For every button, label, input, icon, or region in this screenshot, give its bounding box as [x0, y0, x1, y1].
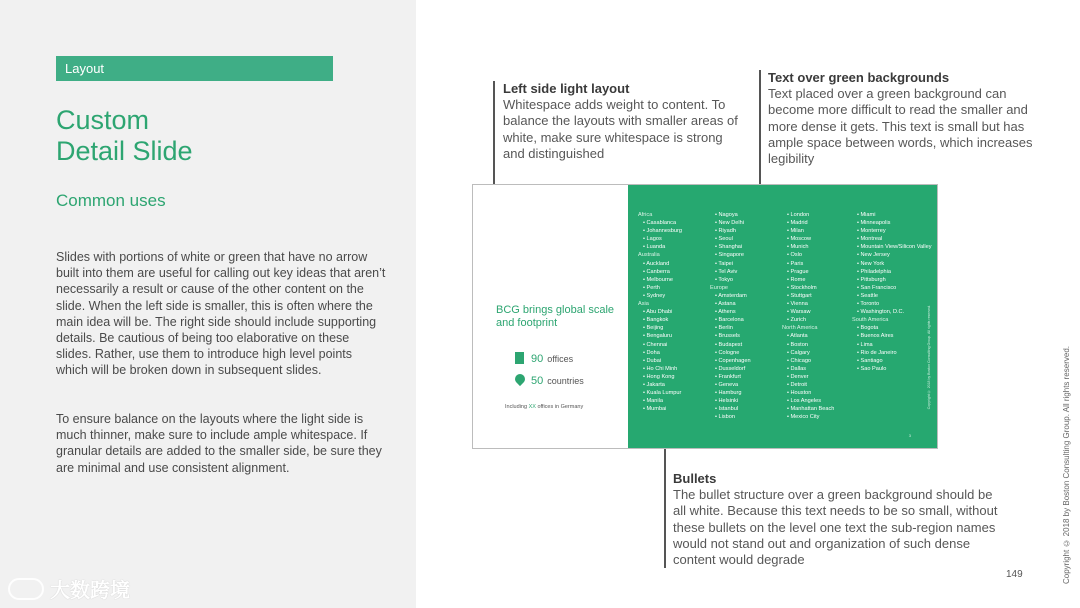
callout-bullets-text: The bullet structure over a green background should be all white. Because this text needs to be so small, without these bullets on the level one text the sub-region names would not stand out and organization of such dense content would degrade [673, 487, 998, 568]
office-list-item: • Casablanca [638, 219, 682, 227]
thumbnail-footnote [505, 404, 583, 410]
office-list-item: • Minneapolis [852, 219, 932, 227]
title-line-2: Detail Slide [56, 136, 193, 166]
office-list-item: • Seoul [710, 235, 751, 243]
watermark-logo-icon [8, 578, 44, 600]
region-heading: Asia [638, 301, 649, 308]
region-heading: Australia [638, 252, 660, 259]
office-list-item: • Istanbul [710, 405, 751, 413]
office-list-item: • Buenos Aires [852, 332, 932, 340]
slide-thumbnail [472, 184, 938, 449]
office-list-item: • Miami [852, 211, 932, 219]
region-heading: Europe [710, 284, 729, 291]
callout-left-text: Whitespace adds weight to content. To balance the layouts with smaller areas of white, make sure whitespace is strong and distinguished [503, 97, 738, 161]
office-list-item: • Dallas [782, 365, 834, 373]
title-line-1: Custom [56, 105, 150, 135]
office-list-item: • Denver [782, 373, 834, 381]
office-column-3 [782, 211, 834, 421]
office-list-item: • Athens [710, 308, 751, 316]
office-list-item: • Beijing [638, 324, 682, 332]
section-subtitle: Common uses [56, 191, 166, 210]
office-list-item: • Manila [638, 397, 682, 405]
office-list-item: • Toronto [852, 300, 932, 308]
office-list-item: • Calgary [782, 349, 834, 357]
office-list-item: • Moscow [782, 235, 834, 243]
office-list-item: • Paris [782, 260, 834, 268]
office-list-item: • Bogota [852, 324, 932, 332]
page-number: 149 [1006, 569, 1023, 580]
region-heading: South America [852, 317, 889, 324]
office-list-item: • Geneva [710, 381, 751, 389]
office-list-item: • Brussels [710, 332, 751, 340]
office-list-item: • Warsaw [782, 308, 834, 316]
office-list-item: • Helsinki [710, 397, 751, 405]
office-list-item: • Chicago [782, 357, 834, 365]
office-column-1 [638, 211, 682, 413]
office-list-item: • Sao Paulo [852, 365, 932, 373]
office-list-item: • Manhattan Beach [782, 405, 834, 413]
office-list-item: • Chennai [638, 341, 682, 349]
office-list-item: • Johannesburg [638, 227, 682, 235]
office-list-item: • New Jersey [852, 251, 932, 259]
office-list-item: • San Francisco [852, 284, 932, 292]
stat-offices-label: offices [547, 354, 574, 364]
office-list-item: • Los Angeles [782, 397, 834, 405]
office-list-item: • New York [852, 260, 932, 268]
office-list-item: • Bengaluru [638, 332, 682, 340]
office-list-item: • Mountain View/Silicon Valley [852, 243, 932, 251]
office-column-4 [852, 211, 932, 373]
office-list-item: • Milan [782, 227, 834, 235]
office-list-item: • Stuttgart [782, 292, 834, 300]
body-paragraph-2: To ensure balance on the layouts where the light side is much thinner, make sure to include ample whitespace. If granular details are added to the smaller side, be sure they are minimal and use consistent alignment. [56, 412, 382, 475]
office-list-item: • Taipei [710, 260, 751, 268]
callout-bullets-title: Bullets [673, 471, 717, 486]
callout-left-title: Left side light layout [503, 81, 630, 96]
office-list-item: • Canberra [638, 268, 682, 276]
body-paragraph-1: Slides with portions of white or green that have no arrow built into them are useful for calling out key ideas that aren’t necessarily a result or cause of the other content on the slide. When the left side is smaller, this is often where the main idea will be. The right side should include supporting details. Be cautious of being too elaborative on these slides. Rather, use them to introduce high level points which will be broken down in subsequent slides. [56, 250, 386, 378]
office-list-item: • Shanghai [710, 243, 751, 251]
office-list-item: • Kuala Lumpur [638, 389, 682, 397]
office-list-item: • Perth [638, 284, 682, 292]
office-list-item: • Atlanta [782, 332, 834, 340]
office-list-item: • Boston [782, 341, 834, 349]
office-list-item: • Santiago [852, 357, 932, 365]
office-list-item: • Mumbai [638, 405, 682, 413]
left-panel [0, 0, 416, 608]
office-list-item: • Cologne [710, 349, 751, 357]
location-pin-icon [513, 372, 527, 386]
office-list-item: • Bangkok [638, 316, 682, 324]
office-list-item: • Melbourne [638, 276, 682, 284]
thumbnail-copyright: Copyright © 2018 by Boston Consulting Group. All rights reserved. [927, 305, 931, 410]
office-list-item: • Madrid [782, 219, 834, 227]
office-list-item: • Tokyo [710, 276, 751, 284]
office-list-item: • Doha [638, 349, 682, 357]
office-list-item: • New Delhi [710, 219, 751, 227]
office-list-item: • Riyadh [710, 227, 751, 235]
office-list-item: • Seattle [852, 292, 932, 300]
office-list-item: • Jakarta [638, 381, 682, 389]
office-list-item: • London [782, 211, 834, 219]
office-list-item: • Nagoya [710, 211, 751, 219]
copyright-notice: Copyright © 2018 by Boston Consulting Group. All rights reserved. [1062, 346, 1071, 585]
callout-green-title: Text over green backgrounds [768, 70, 950, 85]
office-list-item: • Philadelphia [852, 268, 932, 276]
office-list-item: • Montreal [852, 235, 932, 243]
watermark-text: 大数跨境 [50, 580, 130, 602]
office-list-item: • Rome [782, 276, 834, 284]
office-list-item: • Auckland [638, 260, 682, 268]
office-list-item: • Lima [852, 341, 932, 349]
office-list-item: • Houston [782, 389, 834, 397]
office-list-item: • Copenhagen [710, 357, 751, 365]
office-list-item: • Luanda [638, 243, 682, 251]
office-list-item: • Budapest [710, 341, 751, 349]
office-list-item: • Rio de Janeiro [852, 349, 932, 357]
callout-bullets-line [664, 440, 666, 568]
callout-green-text: Text placed over a green background can become more difficult to read the smaller and more dense it gets. This text is small but has ample space between words, which increases legibility [768, 86, 1033, 167]
building-icon [515, 352, 524, 364]
footnote-pre: Including [505, 404, 528, 410]
office-list-item: • Prague [782, 268, 834, 276]
office-list-item: • Abu Dhabi [638, 308, 682, 316]
thumbnail-headline: BCG brings global scale and footprint [496, 304, 615, 329]
office-list-item: • Dubai [638, 357, 682, 365]
stat-countries-label: countries [547, 376, 584, 386]
footnote-post: offices in Germany [537, 404, 584, 410]
office-list-item: • Lisbon [710, 413, 751, 421]
office-list-item: • Sydney [638, 292, 682, 300]
footnote-highlight: XX [528, 404, 536, 410]
office-list-item: • Lagos [638, 235, 682, 243]
region-heading: North America [782, 325, 818, 332]
office-list-item: • Hamburg [710, 389, 751, 397]
thumbnail-left-side [473, 185, 628, 448]
thumbnail-page-number: 3 [908, 433, 911, 438]
slide-title [56, 105, 193, 167]
office-list-item: • Frankfurt [710, 373, 751, 381]
stat-offices [531, 353, 573, 365]
office-list-item: • Detroit [782, 381, 834, 389]
office-list-item: • Stockholm [782, 284, 834, 292]
office-list-item: • Astana [710, 300, 751, 308]
office-list-item: • Munich [782, 243, 834, 251]
office-list-item: • Monterrey [852, 227, 932, 235]
office-column-2 [710, 211, 751, 421]
office-list-item: • Dusseldorf [710, 365, 751, 373]
office-list-item: • Berlin [710, 324, 751, 332]
stat-countries [531, 375, 584, 387]
office-list-item: • Mexico City [782, 413, 834, 421]
office-list-item: • Barcelona [710, 316, 751, 324]
office-list-item: • Pittsburgh [852, 276, 932, 284]
office-list-item: • Washington, D.C. [852, 308, 932, 316]
office-list-item: • Vienna [782, 300, 834, 308]
stat-countries-value: 50 [531, 375, 544, 387]
watermark [8, 574, 130, 603]
office-list-item: • Oslo [782, 251, 834, 259]
office-list-item: • Singapore [710, 251, 751, 259]
thumbnail-green-side [628, 185, 937, 448]
stat-offices-value: 90 [531, 353, 544, 365]
office-list-item: • Ho Chi Minh [638, 365, 682, 373]
office-list-item: • Tel Aviv [710, 268, 751, 276]
region-heading: Africa [638, 212, 653, 218]
office-list-item: • Amsterdam [710, 292, 751, 300]
layout-tag: Layout [56, 56, 333, 81]
office-list-item: • Zurich [782, 316, 834, 324]
office-list-item: • Hong Kong [638, 373, 682, 381]
